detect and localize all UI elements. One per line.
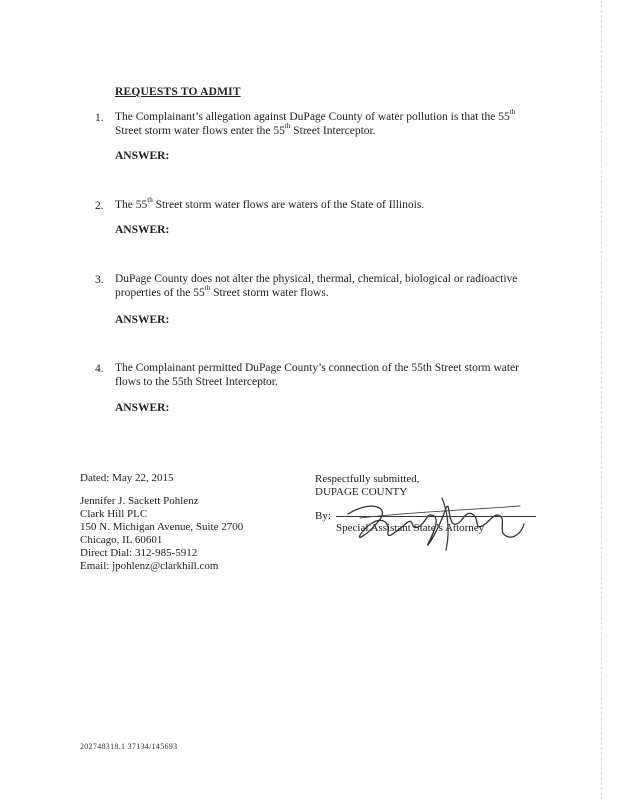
counsel-address-2: Chicago, IL 60601 xyxy=(80,534,163,546)
party-name: DUPAGE COUNTY xyxy=(315,486,408,498)
answer-label: ANSWER: xyxy=(115,314,170,326)
counsel-address-1: 150 N. Michigan Avenue, Suite 2700 xyxy=(80,521,244,533)
page-edge-line xyxy=(601,0,603,800)
answer-label: ANSWER: xyxy=(115,150,170,162)
date-line: Dated: May 22, 2015 xyxy=(80,472,174,484)
by-label: By: xyxy=(315,510,331,522)
counsel-firm: Clark Hill PLC xyxy=(80,508,148,520)
request-number: 2. xyxy=(95,200,104,212)
request-text: The Complainant’s allegation against DuPage County of water pollution is that the 55th Street storm water flows enter the 55th Street Interceptor. xyxy=(115,108,516,137)
counsel-phone: Direct Dial: 312-985-5912 xyxy=(80,547,198,559)
request-number: 4. xyxy=(95,363,104,375)
request-text: The Complainant permitted DuPage County’s connection of the 55th Street storm water flows to the 55th Street Interceptor. xyxy=(115,362,520,388)
section-heading: REQUESTS TO ADMIT xyxy=(115,86,241,98)
request-text: DuPage County does not alter the physical, thermal, chemical, biological or radioactive properties of the 55th Street storm water flows. xyxy=(115,273,518,299)
answer-label: ANSWER: xyxy=(115,402,170,414)
signer-title: Special Assistant State’s Attorney xyxy=(336,522,485,534)
counsel-name: Jennifer J. Sackett Pohlenz xyxy=(80,495,199,507)
answer-label: ANSWER: xyxy=(115,224,170,236)
request-number: 3. xyxy=(95,274,104,286)
closing-text: Respectfully submitted, xyxy=(315,473,420,485)
counsel-email: Email: jpohlenz@clarkhill.com xyxy=(80,560,219,572)
document-footer-id: 202748318.1 37134/145693 xyxy=(80,742,178,751)
request-number: 1. xyxy=(95,112,104,124)
request-text: The 55th Street storm water flows are waters of the State of Illinois. xyxy=(115,196,425,211)
